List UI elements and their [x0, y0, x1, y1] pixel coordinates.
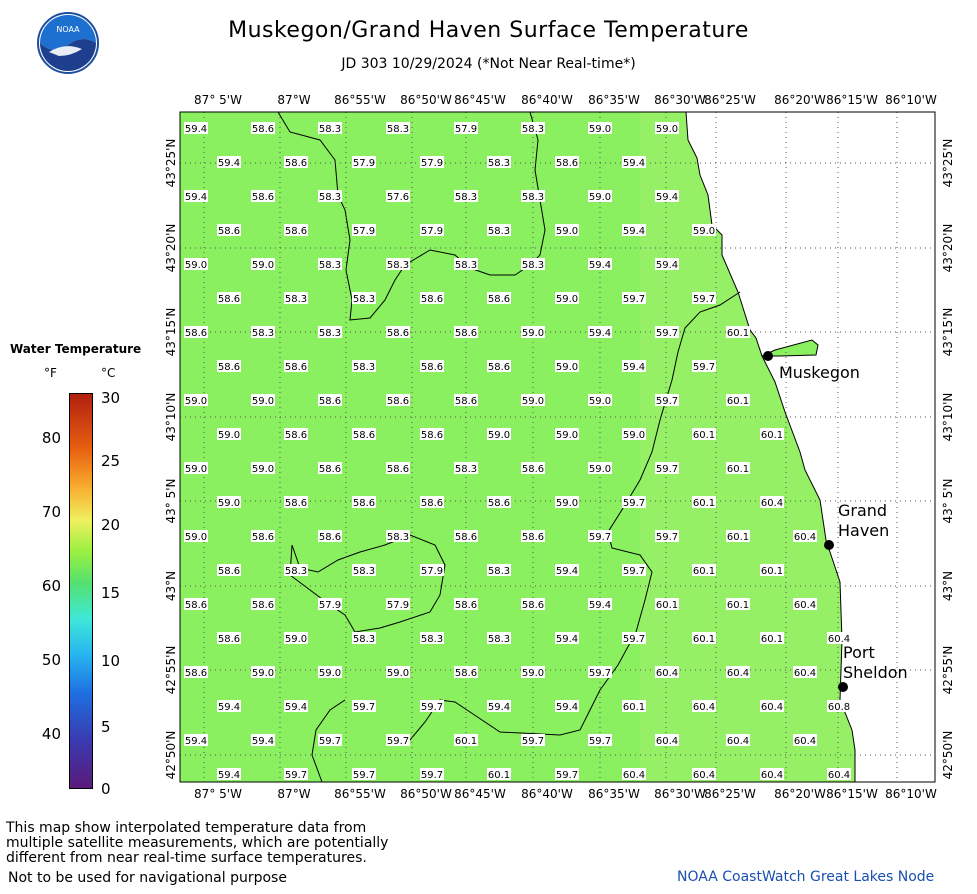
- temperature-value: 58.3: [521, 124, 545, 135]
- temperature-value: 59.7: [655, 532, 679, 543]
- temperature-value: 59.4: [487, 702, 511, 713]
- temperature-value: 59.4: [217, 770, 241, 781]
- legend-c-tick: 30: [101, 389, 121, 407]
- temperature-value: 58.3: [454, 464, 478, 475]
- temperature-value: 58.6: [217, 362, 241, 373]
- temperature-value: 59.0: [217, 498, 241, 509]
- temperature-value: 59.4: [655, 192, 679, 203]
- temperature-value: 59.4: [217, 158, 241, 169]
- city-label: Port: [843, 643, 875, 662]
- city-label: Grand: [838, 501, 888, 520]
- temperature-value: 60.4: [827, 634, 851, 645]
- temperature-value: 58.6: [386, 396, 410, 407]
- temperature-value: 58.6: [521, 532, 545, 543]
- temperature-value: 60.1: [655, 600, 679, 611]
- legend-unit-f: °F: [44, 366, 57, 380]
- longitude-label: 86°25'W: [704, 787, 756, 801]
- temperature-value: 60.8: [827, 702, 851, 713]
- latitude-label: 43°25'N: [164, 138, 178, 188]
- temperature-value: 59.0: [555, 226, 579, 237]
- latitude-label: 43°20'N: [164, 223, 178, 273]
- nearshore-band: [640, 112, 855, 782]
- longitude-label: 86°40'W: [521, 93, 573, 107]
- temperature-value: 59.0: [555, 430, 579, 441]
- longitude-label: 86°45'W: [454, 787, 506, 801]
- latitude-label: 43°N: [164, 570, 178, 602]
- temperature-value: 60.4: [793, 600, 817, 611]
- longitude-label: 86°30'W: [654, 787, 706, 801]
- temperature-value: 58.6: [487, 362, 511, 373]
- temperature-value: 57.9: [386, 600, 410, 611]
- temperature-value: 60.1: [692, 430, 716, 441]
- temperature-value: 57.6: [386, 192, 410, 203]
- temperature-value: 58.3: [352, 634, 376, 645]
- temperature-value: 59.7: [318, 736, 342, 747]
- temperature-value: 60.1: [454, 736, 478, 747]
- temperature-value: 58.3: [352, 294, 376, 305]
- temperature-value: 60.4: [692, 702, 716, 713]
- temperature-value: 59.0: [217, 430, 241, 441]
- temperature-value: 59.4: [555, 702, 579, 713]
- temperature-value: 58.6: [386, 464, 410, 475]
- temperature-value: 58.3: [318, 260, 342, 271]
- longitude-label: 86°30'W: [654, 93, 706, 107]
- latitude-label: 43°N: [941, 570, 955, 602]
- temperature-value: 59.7: [622, 294, 646, 305]
- temperature-value: 58.3: [420, 634, 444, 645]
- temperature-value: 58.6: [184, 328, 208, 339]
- temperature-value: 60.4: [692, 770, 716, 781]
- temperature-value: 58.3: [284, 566, 308, 577]
- navigation-warning: Not to be used for navigational purpose: [8, 870, 287, 886]
- longitude-label: 86°35'W: [588, 93, 640, 107]
- temperature-value: 60.1: [692, 498, 716, 509]
- note-line: different from near real-time surface temperatures.: [6, 850, 367, 866]
- temperature-value: 58.6: [487, 498, 511, 509]
- temperature-value: 59.0: [588, 464, 612, 475]
- temperature-value: 59.7: [622, 566, 646, 577]
- temperature-value: 58.6: [352, 430, 376, 441]
- longitude-label: 87° 5'W: [194, 787, 242, 801]
- temperature-value: 59.4: [588, 260, 612, 271]
- temperature-value: 59.0: [655, 124, 679, 135]
- temperature-value: 60.1: [760, 566, 784, 577]
- temperature-value: 58.3: [386, 532, 410, 543]
- temperature-value: 58.6: [284, 158, 308, 169]
- temperature-value: 60.1: [726, 396, 750, 407]
- temperature-value: 57.9: [318, 600, 342, 611]
- temperature-value: 58.6: [318, 464, 342, 475]
- temperature-value: 60.4: [726, 736, 750, 747]
- temperature-value: 57.9: [420, 566, 444, 577]
- temperature-value: 58.6: [386, 328, 410, 339]
- temperature-value: 58.3: [487, 226, 511, 237]
- temperature-value: 58.6: [184, 600, 208, 611]
- legend-f-tick: 50: [41, 651, 61, 669]
- legend-unit-c: °C: [101, 366, 116, 380]
- latitude-label: 42°50'N: [941, 730, 955, 780]
- note-line: multiple satellite measurements, which are potentially: [6, 835, 389, 851]
- temperature-value: 58.6: [454, 328, 478, 339]
- temperature-value: 59.0: [284, 634, 308, 645]
- latitude-label: 42°55'N: [164, 645, 178, 695]
- map-title: Muskegon/Grand Haven Surface Temperature: [228, 18, 749, 43]
- city-marker: [763, 351, 773, 361]
- temperature-value: 58.3: [251, 328, 275, 339]
- temperature-value: 58.6: [217, 566, 241, 577]
- temperature-value: 58.6: [284, 430, 308, 441]
- longitude-label: 86°55'W: [334, 787, 386, 801]
- temperature-value: 59.7: [622, 634, 646, 645]
- temperature-value: 60.4: [827, 770, 851, 781]
- temperature-value: 60.4: [622, 770, 646, 781]
- temperature-value: 59.0: [184, 396, 208, 407]
- temperature-value: 59.7: [622, 498, 646, 509]
- temperature-value: 58.3: [487, 566, 511, 577]
- temperature-value: 58.6: [521, 600, 545, 611]
- temperature-value: 59.0: [555, 294, 579, 305]
- legend-c-tick: 20: [101, 516, 121, 534]
- temperature-value: 59.0: [318, 668, 342, 679]
- temperature-value: 58.6: [184, 668, 208, 679]
- temperature-value: 58.6: [251, 532, 275, 543]
- temperature-value: 59.4: [622, 158, 646, 169]
- temperature-value: 58.6: [454, 668, 478, 679]
- longitude-label: 86°50'W: [400, 93, 452, 107]
- longitude-label: 86°25'W: [704, 93, 756, 107]
- latitude-label: 43° 5'N: [164, 478, 178, 524]
- temperature-value: 58.6: [284, 362, 308, 373]
- temperature-value: 59.7: [655, 464, 679, 475]
- temperature-value: 59.7: [692, 362, 716, 373]
- longitude-label: 86°10'W: [885, 787, 937, 801]
- temperature-value: 59.4: [588, 600, 612, 611]
- longitude-label: 86°40'W: [521, 787, 573, 801]
- longitude-label: 87°W: [277, 787, 311, 801]
- temperature-value: 58.6: [352, 498, 376, 509]
- temperature-value: 59.0: [622, 430, 646, 441]
- temperature-value: 59.0: [521, 396, 545, 407]
- temperature-value: 58.3: [521, 192, 545, 203]
- temperature-value: 58.6: [284, 226, 308, 237]
- latitude-label: 42°55'N: [941, 645, 955, 695]
- temperature-value: 58.3: [386, 124, 410, 135]
- temperature-value: 59.0: [555, 498, 579, 509]
- temperature-value: 59.0: [487, 430, 511, 441]
- temperature-value: 59.4: [184, 736, 208, 747]
- temperature-value: 60.4: [793, 532, 817, 543]
- temperature-value: 59.7: [588, 532, 612, 543]
- temperature-value: 58.6: [251, 600, 275, 611]
- latitude-label: 43°15'N: [941, 307, 955, 357]
- temperature-value: 58.6: [284, 498, 308, 509]
- longitude-label: 86°55'W: [334, 93, 386, 107]
- temperature-value: 59.4: [184, 124, 208, 135]
- longitude-label: 86°15'W: [826, 93, 878, 107]
- temperature-value: 57.9: [352, 158, 376, 169]
- temperature-value: 59.7: [655, 396, 679, 407]
- temperature-value: 59.7: [284, 770, 308, 781]
- temperature-value: 59.0: [251, 260, 275, 271]
- temperature-value: 58.3: [386, 260, 410, 271]
- city-label: Muskegon: [779, 363, 860, 382]
- temperature-value: 58.6: [420, 498, 444, 509]
- note-line: This map show interpolated temperature data from: [6, 820, 367, 836]
- temperature-value: 59.0: [521, 328, 545, 339]
- temperature-value: 58.3: [318, 192, 342, 203]
- latitude-label: 43° 5'N: [941, 478, 955, 524]
- temperature-value: 60.1: [760, 430, 784, 441]
- temperature-value: 60.4: [655, 736, 679, 747]
- temperature-value: 59.0: [588, 396, 612, 407]
- legend-c-tick: 0: [101, 780, 111, 798]
- temperature-value: 60.1: [726, 532, 750, 543]
- temperature-value: 59.7: [521, 736, 545, 747]
- legend-c-tick: 5: [101, 718, 111, 736]
- temperature-value: 58.3: [352, 362, 376, 373]
- temperature-value: 59.4: [655, 260, 679, 271]
- temperature-value: 58.6: [555, 158, 579, 169]
- temperature-value: 59.7: [555, 770, 579, 781]
- temperature-value: 59.0: [251, 396, 275, 407]
- legend-c-tick: 25: [101, 452, 121, 470]
- temperature-value: 58.6: [251, 192, 275, 203]
- temperature-value: 60.4: [793, 736, 817, 747]
- temperature-value: 58.6: [487, 294, 511, 305]
- temperature-value: 60.1: [726, 464, 750, 475]
- longitude-label: 86°50'W: [400, 787, 452, 801]
- temperature-value: 58.6: [217, 226, 241, 237]
- temperature-value: 59.0: [184, 260, 208, 271]
- longitude-label: 87° 5'W: [194, 93, 242, 107]
- longitude-label: 86°10'W: [885, 93, 937, 107]
- temperature-colorbar: [69, 393, 93, 789]
- temperature-value: 58.3: [487, 158, 511, 169]
- temperature-value: 59.0: [555, 362, 579, 373]
- legend-f-tick: 70: [41, 503, 61, 521]
- temperature-value: 59.0: [588, 192, 612, 203]
- temperature-value: 58.3: [454, 260, 478, 271]
- temperature-value: 59.7: [352, 770, 376, 781]
- temperature-value: 59.4: [251, 736, 275, 747]
- map-subtitle: JD 303 10/29/2024 (*Not Near Real-time*): [341, 56, 636, 72]
- temperature-value: 59.7: [692, 294, 716, 305]
- legend-title: Water Temperature: [10, 342, 142, 356]
- temperature-value: 60.1: [726, 600, 750, 611]
- temperature-value: 58.6: [251, 124, 275, 135]
- temperature-value: 58.6: [217, 294, 241, 305]
- temperature-value: 57.9: [420, 158, 444, 169]
- temperature-value: 58.6: [454, 396, 478, 407]
- city-label: Sheldon: [843, 663, 908, 682]
- temperature-value: 60.1: [692, 566, 716, 577]
- temperature-value: 59.4: [217, 702, 241, 713]
- longitude-label: 86°35'W: [588, 787, 640, 801]
- temperature-value: 59.7: [420, 770, 444, 781]
- temperature-value: 60.4: [793, 668, 817, 679]
- temperature-value: 59.0: [692, 226, 716, 237]
- temperature-value: 58.6: [318, 396, 342, 407]
- legend-f-tick: 40: [41, 725, 61, 743]
- temperature-value: 58.3: [454, 192, 478, 203]
- city-marker: [824, 540, 834, 550]
- temperature-value: 59.7: [655, 328, 679, 339]
- latitude-label: 43°10'N: [164, 392, 178, 442]
- temperature-value: 59.4: [555, 566, 579, 577]
- longitude-label: 86°20'W: [774, 787, 826, 801]
- longitude-label: 86°20'W: [774, 93, 826, 107]
- temperature-value: 59.4: [555, 634, 579, 645]
- longitude-label: 87°W: [277, 93, 311, 107]
- temperature-value: 59.4: [622, 362, 646, 373]
- logo-text: NOAA: [56, 25, 80, 34]
- temperature-value: 58.6: [420, 362, 444, 373]
- temperature-value: 59.7: [386, 736, 410, 747]
- temperature-value: 58.6: [217, 634, 241, 645]
- temperature-value: 59.4: [284, 702, 308, 713]
- latitude-label: 43°25'N: [941, 138, 955, 188]
- legend-c-tick: 15: [101, 584, 121, 602]
- temperature-value: 59.7: [588, 668, 612, 679]
- temperature-value: 58.6: [521, 464, 545, 475]
- longitude-label: 86°45'W: [454, 93, 506, 107]
- temperature-value: 59.4: [588, 328, 612, 339]
- legend-f-tick: 60: [41, 577, 61, 595]
- temperature-value: 58.3: [352, 566, 376, 577]
- temperature-value: 60.4: [655, 668, 679, 679]
- temperature-value: 59.4: [622, 226, 646, 237]
- temperature-value: 60.1: [487, 770, 511, 781]
- temperature-value: 59.4: [184, 192, 208, 203]
- temperature-value: 58.3: [284, 294, 308, 305]
- temperature-value: 59.7: [352, 702, 376, 713]
- legend-c-tick: 10: [101, 652, 121, 670]
- temperature-value: 59.0: [251, 668, 275, 679]
- temperature-value: 58.6: [454, 600, 478, 611]
- city-marker: [838, 682, 848, 692]
- temperature-value: 60.4: [760, 498, 784, 509]
- temperature-value: 58.6: [318, 532, 342, 543]
- temperature-value: 58.3: [318, 328, 342, 339]
- temperature-value: 57.9: [420, 226, 444, 237]
- temperature-value: 59.0: [521, 668, 545, 679]
- temperature-value: 59.0: [184, 532, 208, 543]
- temperature-value: 59.0: [184, 464, 208, 475]
- latitude-label: 43°20'N: [941, 223, 955, 273]
- disclaimer-note: [6, 821, 388, 866]
- latitude-label: 42°50'N: [164, 730, 178, 780]
- temperature-value: 58.6: [454, 532, 478, 543]
- temperature-value: 58.3: [487, 634, 511, 645]
- temperature-value: 58.3: [521, 260, 545, 271]
- temperature-value: 58.3: [318, 124, 342, 135]
- temperature-value: 59.0: [251, 464, 275, 475]
- temperature-value: 60.4: [760, 770, 784, 781]
- temperature-value: 59.0: [588, 124, 612, 135]
- temperature-value: 60.1: [726, 328, 750, 339]
- city-label: Haven: [838, 521, 890, 540]
- longitude-label: 86°15'W: [826, 787, 878, 801]
- legend-f-tick: 80: [41, 429, 61, 447]
- temperature-value: 59.7: [588, 736, 612, 747]
- temperature-value: 57.9: [352, 226, 376, 237]
- temperature-value: 57.9: [454, 124, 478, 135]
- temperature-value: 59.0: [386, 668, 410, 679]
- temperature-value: 60.1: [760, 634, 784, 645]
- temperature-value: 60.4: [760, 702, 784, 713]
- temperature-value: 58.6: [420, 430, 444, 441]
- temperature-value: 60.1: [622, 702, 646, 713]
- latitude-label: 43°15'N: [164, 307, 178, 357]
- temperature-value: 60.1: [692, 634, 716, 645]
- temperature-value: 59.7: [420, 702, 444, 713]
- temperature-value: 60.4: [726, 668, 750, 679]
- temperature-value: 58.6: [420, 294, 444, 305]
- latitude-label: 43°10'N: [941, 392, 955, 442]
- credit-text: NOAA CoastWatch Great Lakes Node: [677, 869, 935, 885]
